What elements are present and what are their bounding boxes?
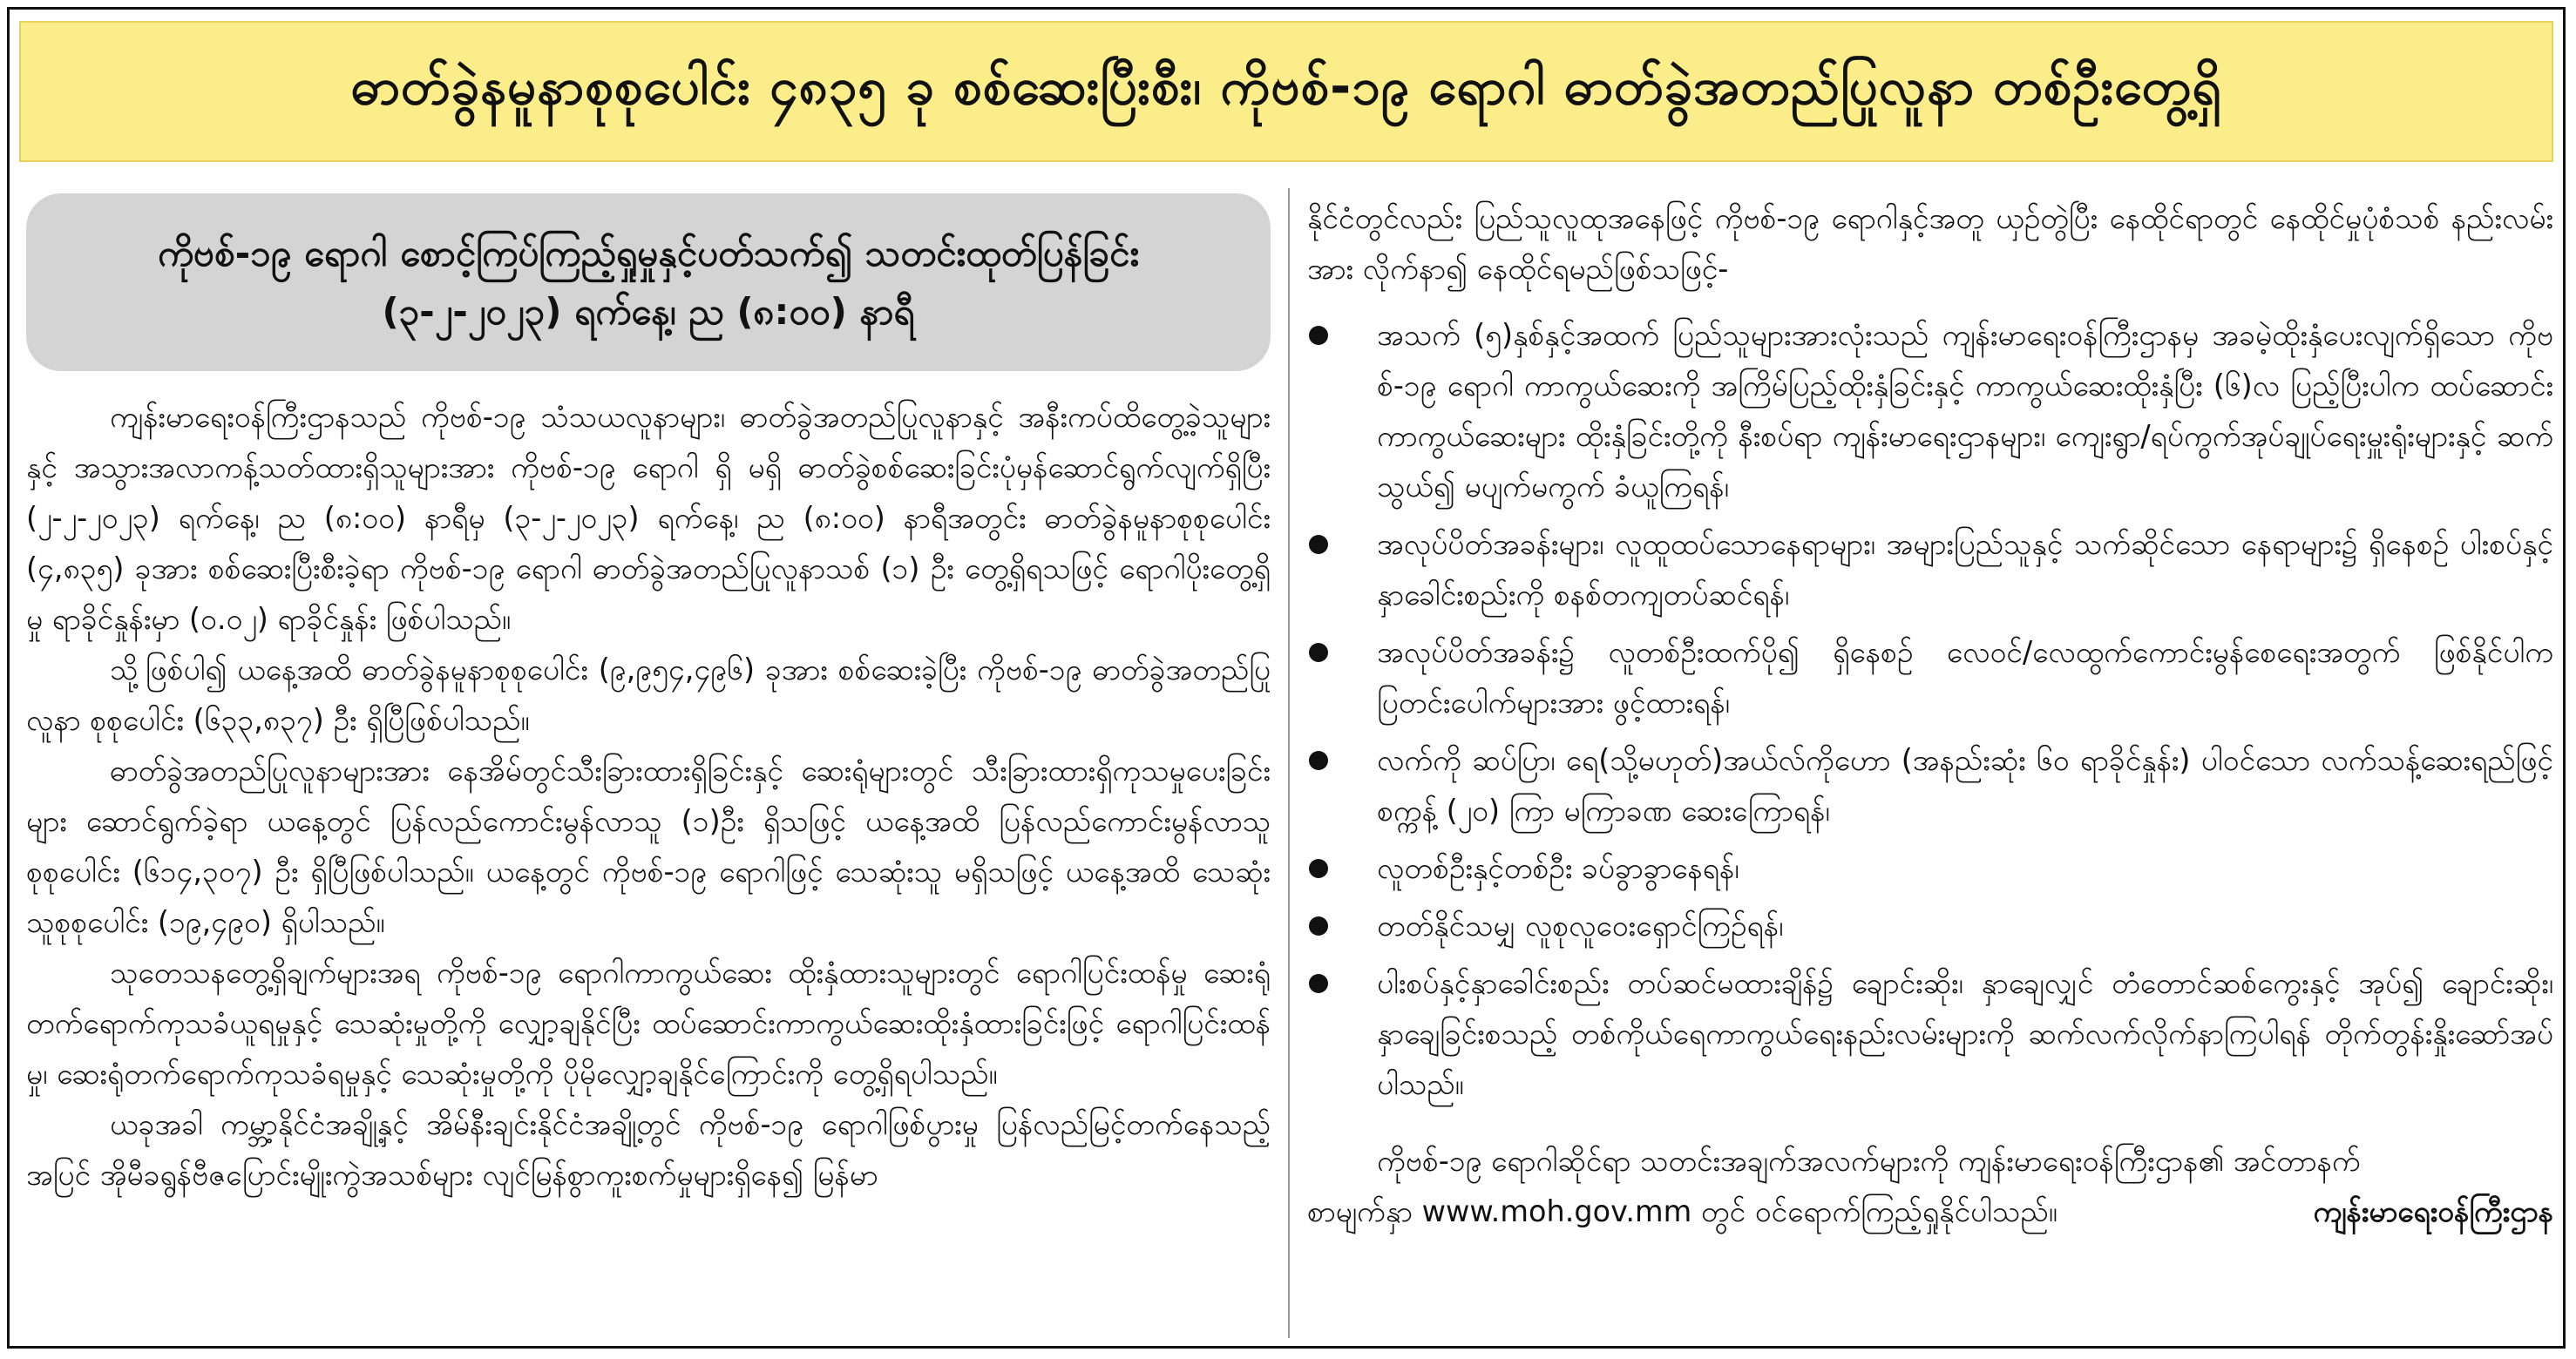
paragraph-recoveries: ဓာတ်ခွဲအတည်ပြုလူနာများအား နေအိမ်တွင်သီးခြားထားရှိခြင်းနှင့် ဆေးရုံများတွင် သီးခြားထားရှိကုသမှုပေးခြင်းများ ဆောင်ရွက်ခဲ့ရာ ယနေ့တွင် ပြန်လည်ကောင်းမွန်လာသူ (၁)ဦး ရှိသဖြင့် ယနေ့အထိ ပြန်လည်ကောင်းမွန်လာသူ စုစုပေါင်း (၆၁၄,၃၀၇) ဦး ရှိပြီဖြစ်ပါသည်။ ယနေ့တွင် ကိုဗစ်-၁၉ ရောဂါဖြင့် သေဆုံးသူ မရှိသဖြင့် ယနေ့အထိ သေဆုံးသူစုစုပေါင်း (၁၉,၄၉၀) ရှိပါသည်။: [26, 754, 1271, 939]
paragraph-totals: သို့ဖြစ်ပါ၍ ယနေ့အထိ ဓာတ်ခွဲနမူနာစုစုပေါင်း (၉,၉၅၄,၄၉၆) ခုအား စစ်ဆေးခဲ့ပြီး ကိုဗစ်-၁၉ ဓာတ်ခွဲအတည်ပြုလူနာ စုစုပေါင်း (၆၃၃,၈၃၇) ဦး ရှိပြီဖြစ်ပါသည်။: [26, 652, 1271, 737]
list-item: အလုပ်ပိတ်အခန်း၌ လူတစ်ဦးထက်ပို၍ ရှိနေစဉ် လေဝင်/လေထွက်ကောင်းမွန်စေရေးအတွက် ဖြစ်နိုင်ပါက ပြတင်းပေါက်များအား ဖွင့်ထားရန်၊: [1307, 627, 2553, 728]
notice-box: [26, 193, 1271, 371]
right-intro-paragraph: နိုင်ငံတွင်လည်း ပြည်သူလူထုအနေဖြင့် ကိုဗစ်-၁၉ ရောဂါနှင့်အတူ ယှဉ်တွဲပြီး နေထိုင်ရာတွင် နေထိုင်မှုပုံစံသစ် နည်းလမ်းအား လိုက်နာ၍ နေထိုင်ရမည်ဖြစ်သဖြင့်-: [1307, 201, 2553, 286]
ministry-signature: ကျန်းမာရေးဝန်ကြီးဌာန: [2313, 1194, 2553, 1228]
bullet-icon: [1309, 326, 1328, 345]
left-column: [26, 193, 1271, 1200]
right-column: [1307, 193, 2553, 1237]
notice-title: ကိုဗစ်-၁၉ ရောဂါ စောင့်ကြပ်ကြည့်ရှုမှုနှင့်ပတ်သက်၍ သတင်းထုတ်ပြန်ခြင်း: [158, 231, 1139, 274]
column-divider: [1288, 188, 1290, 1338]
bullet-icon: [1309, 859, 1328, 878]
list-item: လက်ကို ဆပ်ပြာ၊ ရေ(သို့မဟုတ်)အယ်လ်ကိုဟော (အနည်းဆုံး ၆၀ ရာခိုင်နှုန်း) ပါဝင်သော လက်သန့်ဆေးရည်ဖြင့် စက္ကန့် (၂၀) ကြာ မကြာခဏ ဆေးကြောရန်၊: [1307, 735, 2553, 836]
list-item: အလုပ်ပိတ်အခန်းများ၊ လူထူထပ်သောနေရာများ၊ အများပြည်သူနှင့် သက်ဆိုင်သော နေရာများ၌ ရှိနေစဉ် ပါးစပ်နှင့် နှာခေါင်းစည်းကို စနစ်တကျတပ်ဆင်ရန်၊: [1307, 519, 2553, 620]
website-line: စာမျက်နှာ www.moh.gov.mm တွင် ဝင်ရောက်ကြည့်ရှုနိုင်ပါသည်။: [1307, 1194, 2057, 1228]
bullet-icon: [1309, 643, 1328, 662]
bullet-icon: [1309, 535, 1328, 554]
list-item: ပါးစပ်နှင့်နှာခေါင်းစည်း တပ်ဆင်မထားချိန်၌ ချောင်းဆိုး၊ နှာချေလျှင် တံတောင်ဆစ်ကွေးနှင့် အုပ်၍ ချောင်းဆိုး၊ နှာချေခြင်းစသည့် တစ်ကိုယ်ရေကာကွယ်ရေးနည်းလမ်းများကို ဆက်လက်လိုက်နာကြပါရန် တိုက်တွန်းနှိုးဆော်အပ်ပါသည်။: [1307, 958, 2553, 1110]
headline-text: ဓာတ်ခွဲနမူနာစုစုပေါင်း ၄၈၃၅ ခု စစ်ဆေးပြီးစီး၊ ကိုဗစ်-၁၉ ရောဂါ ဓာတ်ခွဲအတည်ပြုလူနာ တစ်ဦးတွေ့ရှိ: [350, 56, 2222, 116]
paragraph-testing: ကျန်းမာရေးဝန်ကြီးဌာနသည် ကိုဗစ်-၁၉ သံသယလူနာများ၊ ဓာတ်ခွဲအတည်ပြုလူနာနှင့် အနီးကပ်ထိတွေ့ခဲ့သူများနှင့် အသွားအလာကန့်သတ်ထားရှိသူများအား ကိုဗစ်-၁၉ ရောဂါ ရှိ မရှိ ဓာတ်ခွဲစစ်ဆေးခြင်းပုံမှန်ဆောင်ရွက်လျက်ရှိပြီး (၂-၂-၂၀၂၃) ရက်နေ့၊ ည (၈:၀၀) နာရီမှ (၃-၂-၂၀၂၃) ရက်နေ့၊ ည (၈:၀၀) နာရီအတွင်း ဓာတ်ခွဲနမူနာစုစုပေါင်း (၄,၈၃၅) ခုအား စစ်ဆေးပြီးစီးခဲ့ရာ ကိုဗစ်-၁၉ ရောဂါ ဓာတ်ခွဲအတည်ပြုလူနာသစ် (၁) ဦး တွေ့ရှိရသဖြင့် ရောဂါပိုးတွေ့ရှိမှု ရာခိုင်နှုန်းမှာ (၀.၀၂) ရာခိုင်နှုန်း ဖြစ်ပါသည်။: [26, 400, 1271, 636]
footer-row: [1307, 1187, 2553, 1237]
paragraph-research: သုတေသနတွေ့ရှိချက်များအရ ကိုဗစ်-၁၉ ရောဂါကာကွယ်ဆေး ထိုးနှံထားသူများတွင် ရောဂါပြင်းထန်မှု ဆေးရုံတက်ရောက်ကုသခံယူရမှုနှင့် သေဆုံးမှုတို့ကို လျှော့ချနိုင်ပြီး ထပ်ဆောင်းကာကွယ်ဆေးထိုးနှံထားခြင်းဖြင့် ရောဂါပြင်းထန်မှု၊ ဆေးရုံတက်ရောက်ကုသခံရမှုနှင့် သေဆုံးမှုတို့ကို ပိုမိုလျှော့ချနိုင်ကြောင်းကို တွေ့ရှိရပါသည်။: [26, 956, 1271, 1091]
bullet-icon: [1309, 751, 1328, 770]
bullet-icon: [1309, 974, 1328, 993]
paragraph-current-situation: ယခုအခါ ကမ္ဘာ့နိုင်ငံအချို့နှင့် အိမ်နီးချင်းနိုင်ငံအချို့တွင် ကိုဗစ်-၁၉ ရောဂါဖြစ်ပွားမှု ပြန်လည်မြင့်တက်နေသည့်အပြင် အိုမီခရွန်ဗီဇပြောင်းမျိုးကွဲအသစ်များ လျင်မြန်စွာကူးစက်မှုများရှိနေ၍ မြန်မာ: [26, 1107, 1271, 1192]
headline-banner: [19, 21, 2553, 162]
bullet-icon: [1309, 916, 1328, 936]
closing-paragraph: ကိုဗစ်-၁၉ ရောဂါဆိုင်ရာ သတင်းအချက်အလက်များကို ကျန်းမာရေးဝန်ကြီးဌာန၏ အင်တာနက်: [1377, 1144, 2361, 1178]
list-item: လူတစ်ဦးနှင့်တစ်ဦး ခပ်ခွာခွာနေရန်၊: [1307, 843, 2553, 894]
guidance-list: [1307, 310, 2553, 1110]
list-item: တတ်နိုင်သမျှ လူစုလူဝေးရှောင်ကြဉ်ရန်၊: [1307, 901, 2553, 951]
list-item: အသက် (၅)နှစ်နှင့်အထက် ပြည်သူများအားလုံးသည် ကျန်းမာရေးဝန်ကြီးဌာနမှ အခမဲ့ထိုးနှံပေးလျက်ရှိသော ကိုဗစ်-၁၉ ရောဂါ ကာကွယ်ဆေးကို အကြိမ်ပြည့်ထိုးနှံခြင်းနှင့် ကာကွယ်ဆေးထိုးနှံပြီး (၆)လ ပြည့်ပြီးပါက ထပ်ဆောင်းကာကွယ်ဆေးများ ထိုးနှံခြင်းတို့ကို နီးစပ်ရာ ကျန်းမာရေးဌာနများ၊ ကျေးရွာ/ရပ်ကွက်အုပ်ချုပ်ရေးမှူးရုံးများနှင့် ဆက်သွယ်၍ မပျက်မကွက် ခံယူကြရန်၊: [1307, 310, 2553, 512]
notice-date: (၃-၂-၂၀၂၃) ရက်နေ့၊ ည (၈:၀၀) နာရီ: [382, 290, 915, 333]
